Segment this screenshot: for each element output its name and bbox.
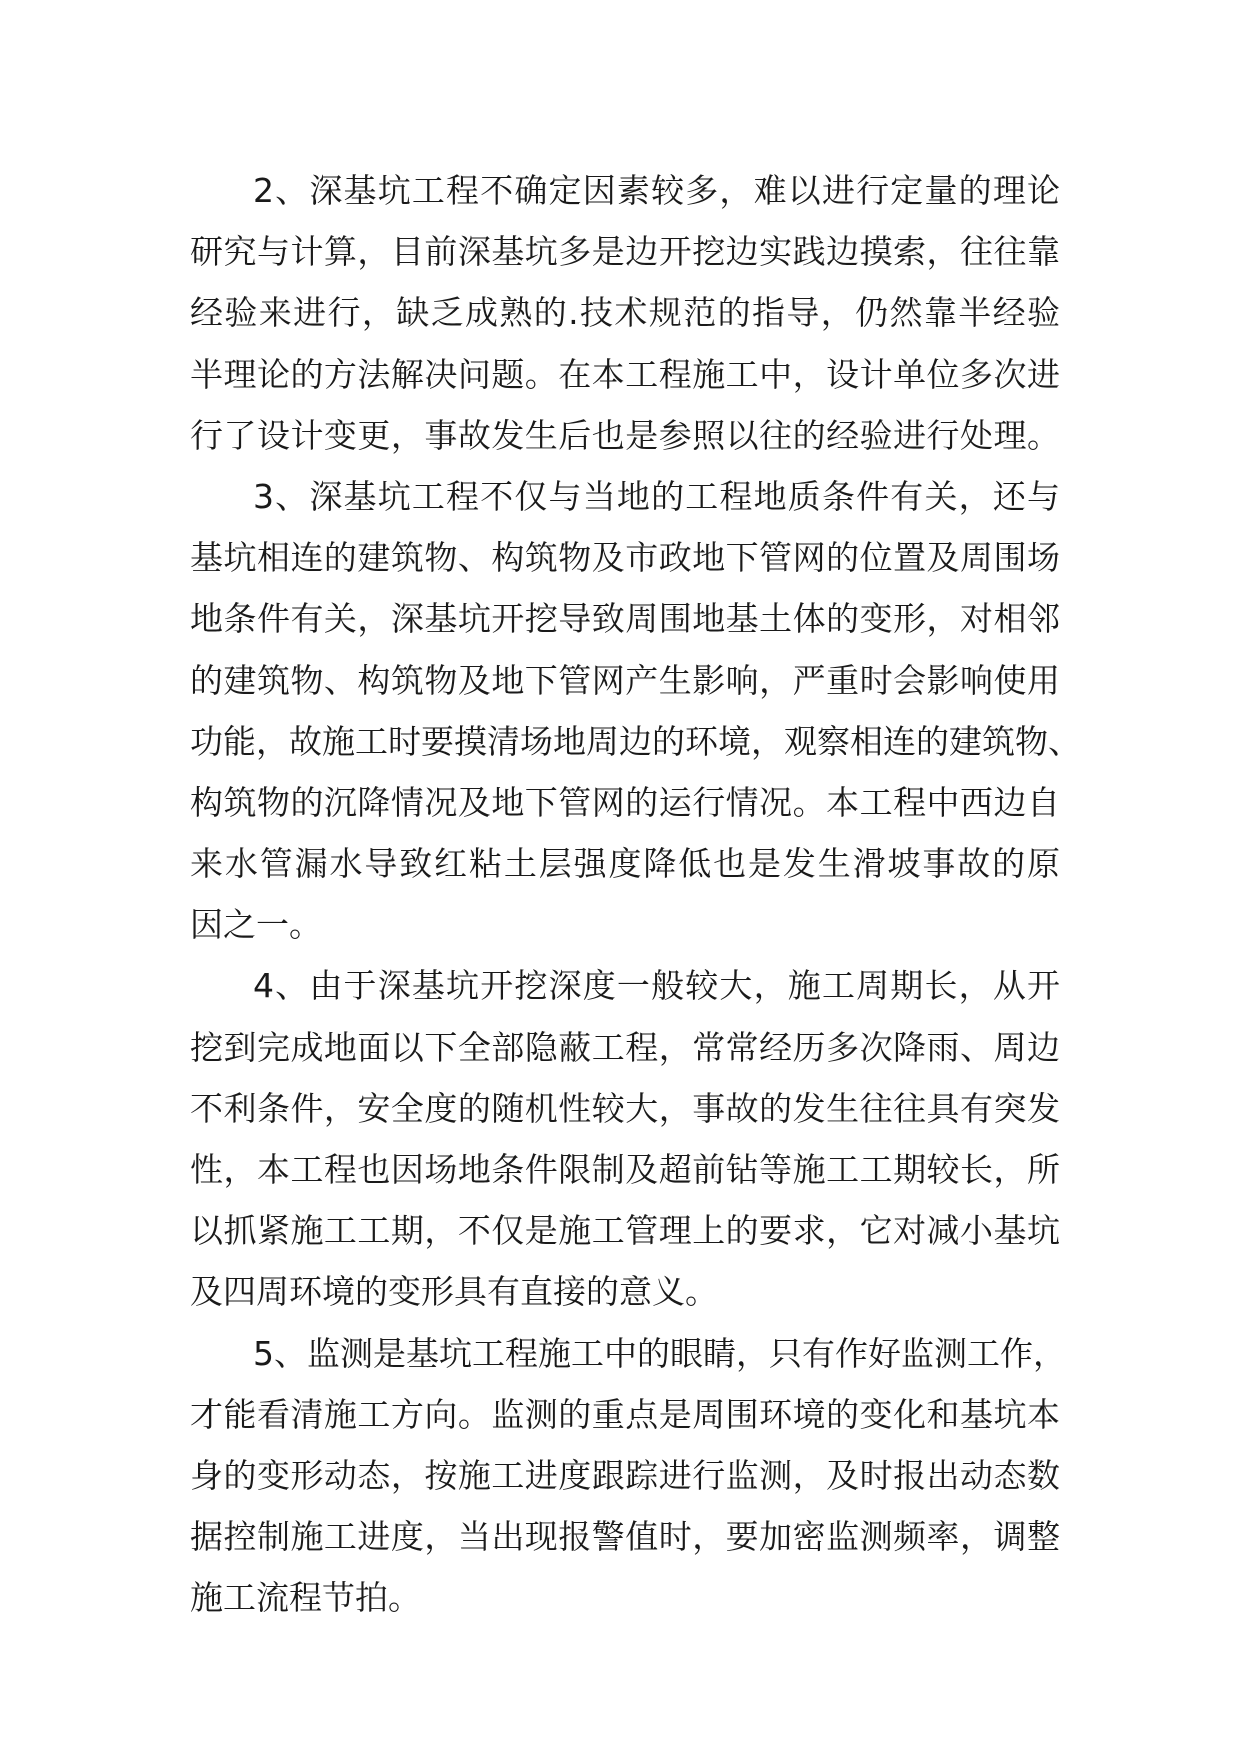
text-line: 2、深基坑工程不确定因素较多，难以进行定量的理论 [253, 171, 1060, 210]
text-line: 及四周环境的变形具有直接的意义。 [190, 1272, 718, 1312]
text-line: 行了设计变更，事故发生后也是参照以往的经验进行处理。 [190, 415, 1060, 455]
text-line: 3、深基坑工程不仅与当地的工程地质条件有关，还与 [253, 476, 1060, 516]
text-line: 地条件有关，深基坑开挖导致周围地基土体的变形，对相邻 [190, 599, 1060, 639]
text-line: 的建筑物、构筑物及地下管网产生影响，严重时会影响使用 [190, 660, 1060, 700]
text-line: 研究与计算，目前深基坑多是边开挖边实践边摸索，往往靠 [190, 232, 1060, 272]
text-line: 因之一。 [190, 905, 322, 945]
text-line: 身的变形动态，按施工进度跟踪进行监测，及时报出动态数 [190, 1455, 1060, 1495]
text-line: 性，本工程也因场地条件限制及超前钻等施工工期较长，所 [190, 1150, 1060, 1189]
text-line: 半理论的方法解决问题。在本工程施工中，设计单位多次进 [190, 354, 1060, 394]
text-line: 4、由于深基坑开挖深度一般较大，施工周期长，从开 [253, 966, 1060, 1006]
text-line: 5、监测是基坑工程施工中的眼睛，只有作好监测工作， [253, 1333, 1066, 1373]
text-line: 来水管漏水导致红粘土层强度降低也是发生滑坡事故的原 [190, 844, 1060, 884]
paragraph-5 [190, 1323, 1066, 1629]
text-line: 据控制施工进度，当出现报警值时，要加密监测频率，调整 [190, 1517, 1060, 1557]
text-line: 经验来进行，缺乏成熟的.技术规范的指导，仍然靠半经验 [190, 293, 1060, 333]
text-line: 构筑物的沉降情况及地下管网的运行情况。本工程中西边自 [190, 782, 1060, 822]
text-line: 以抓紧施工工期，不仅是施工管理上的要求，它对减小基坑 [190, 1211, 1060, 1251]
paragraph-4 [190, 955, 1060, 1322]
text-line: 施工流程节拍。 [190, 1578, 421, 1618]
text-line: 不利条件，安全度的随机性较大，事故的发生往往具有突发 [190, 1088, 1060, 1128]
text-line: 挖到完成地面以下全部隐蔽工程，常常经历多次降雨、周边 [190, 1027, 1060, 1067]
paragraph-2 [190, 160, 1060, 466]
text-line: 才能看清施工方向。监测的重点是周围环境的变化和基坑本 [190, 1394, 1060, 1434]
paragraph-3 [190, 466, 1081, 956]
text-line: 基坑相连的建筑物、构筑物及市政地下管网的位置及周围场 [190, 538, 1060, 578]
document-body [190, 160, 1081, 1629]
text-line: 功能，故施工时要摸清场地周边的环境，观察相连的建筑物、 [190, 721, 1081, 761]
